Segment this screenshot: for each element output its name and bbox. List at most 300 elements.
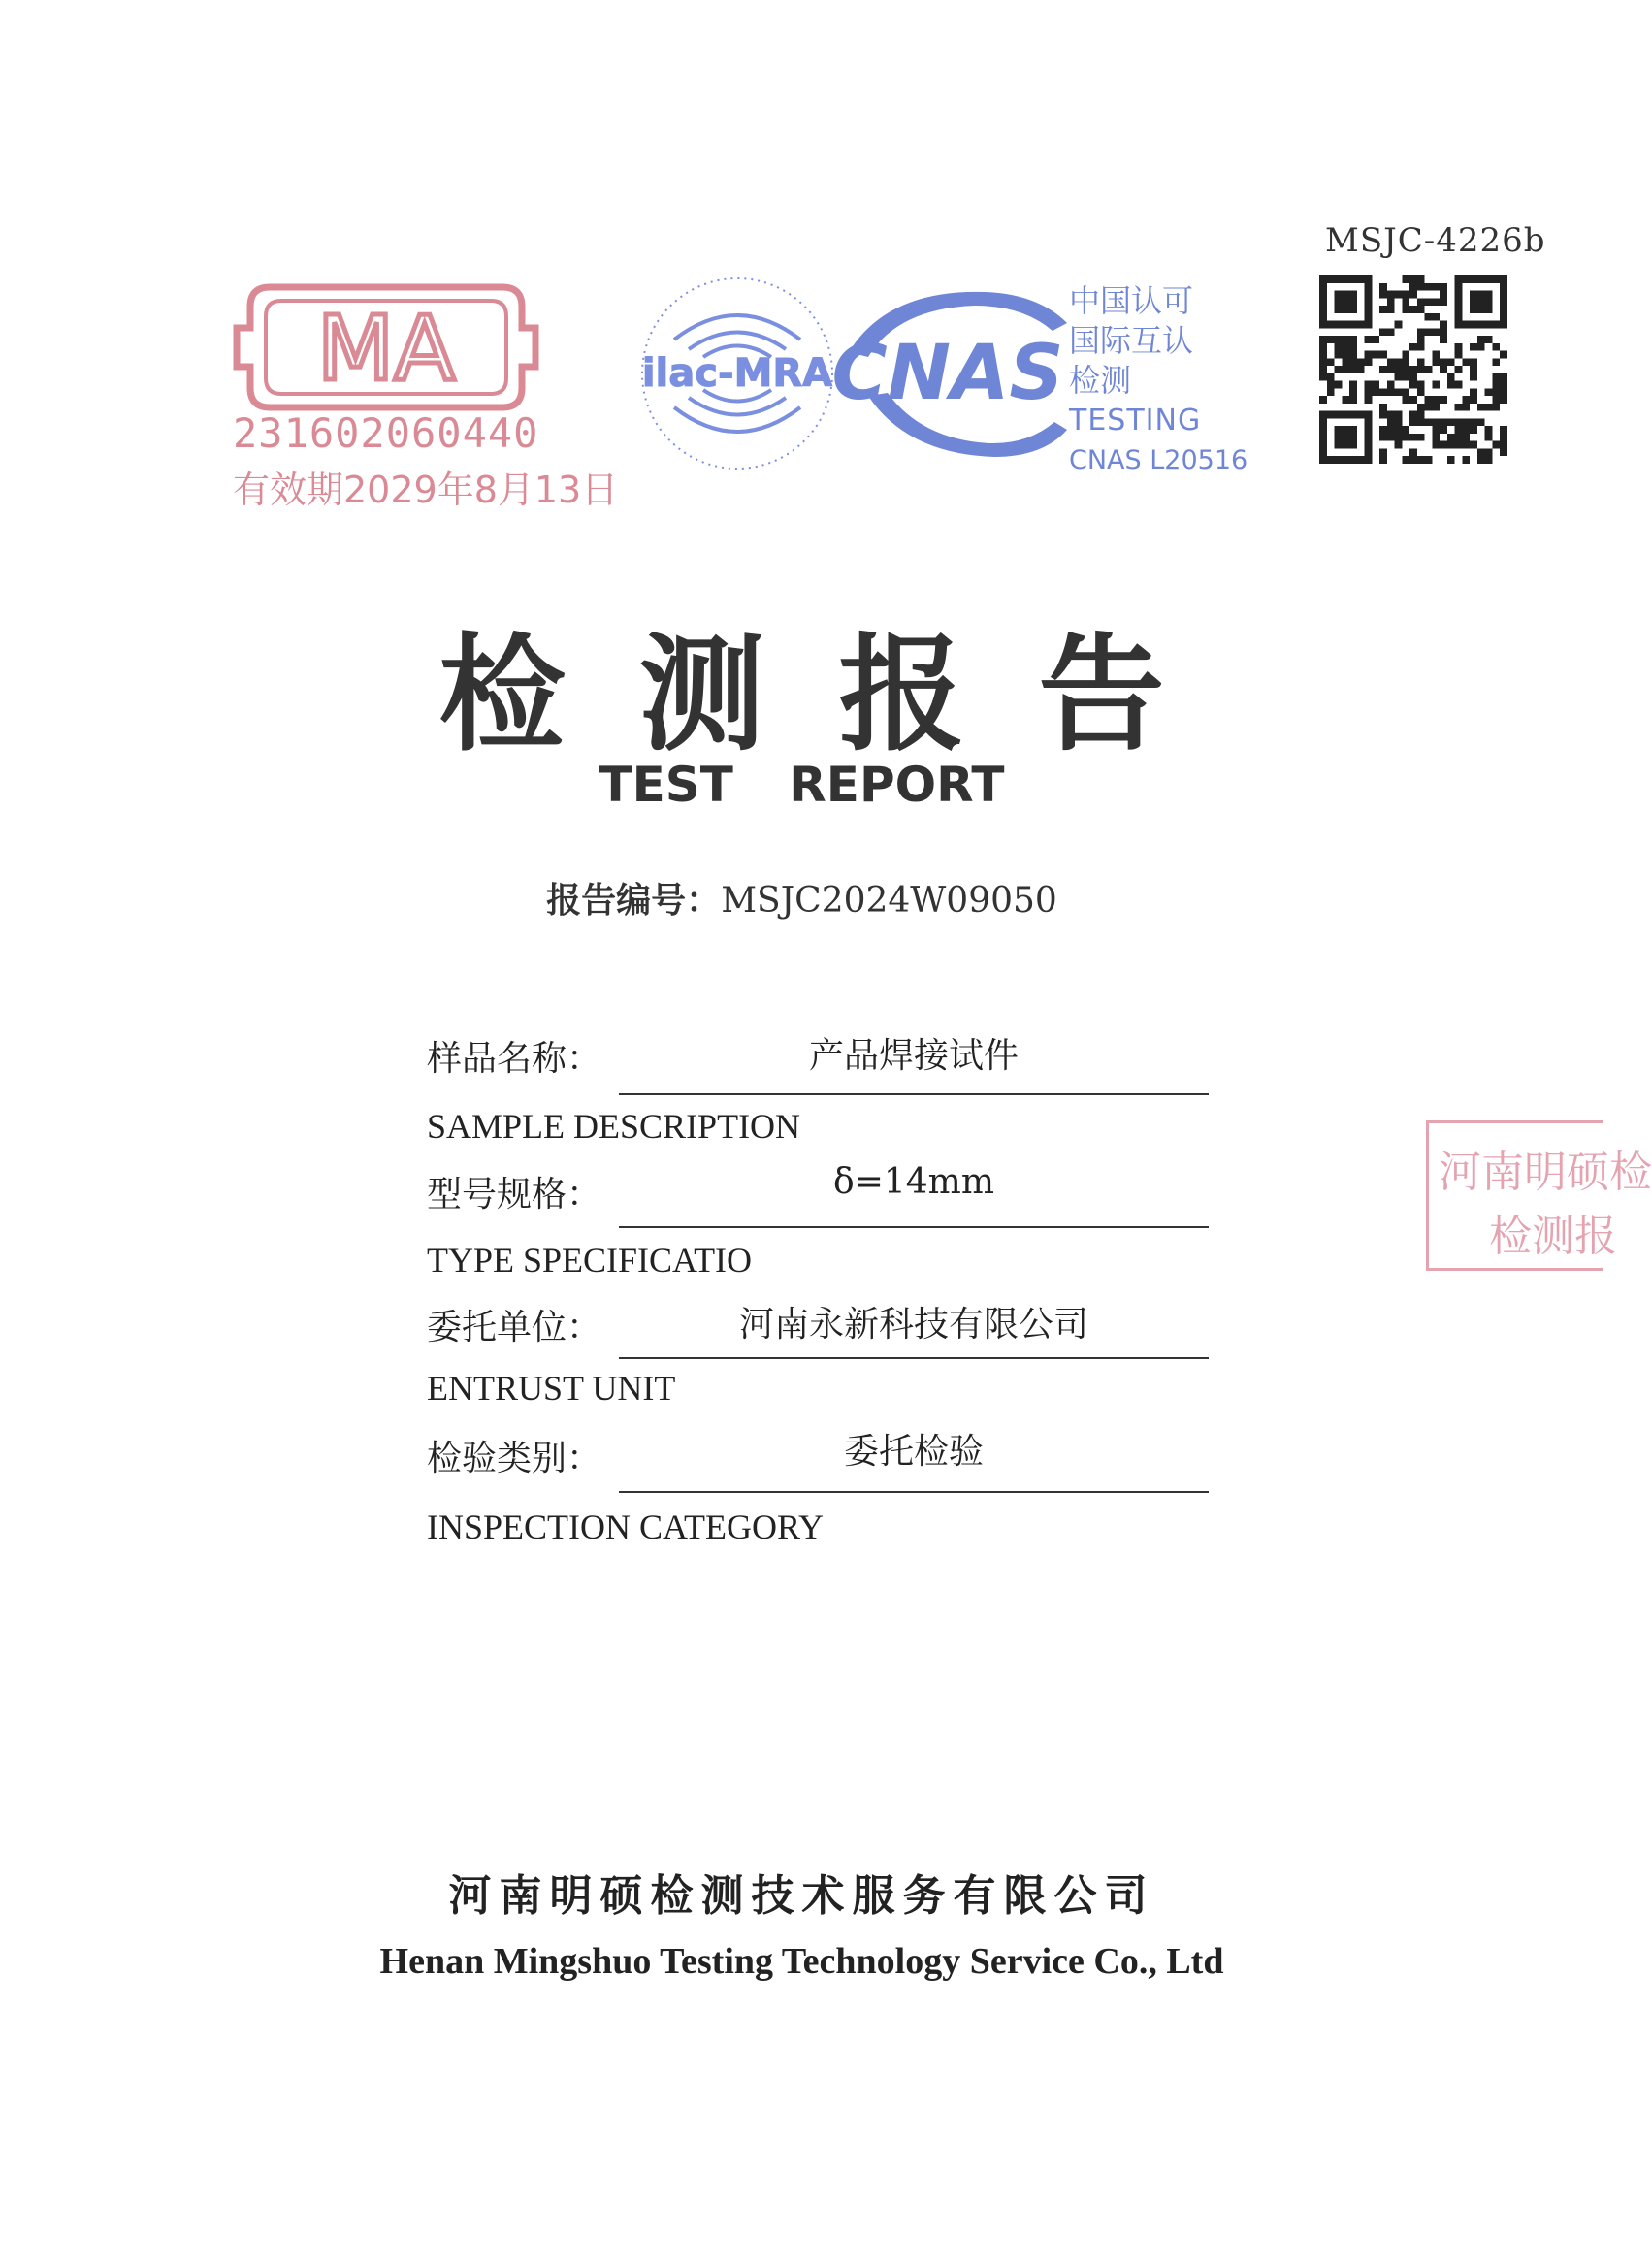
qr-module <box>1409 434 1417 441</box>
qr-module <box>1417 358 1425 366</box>
qr-module <box>1417 411 1425 419</box>
qr-module <box>1485 336 1493 343</box>
field-label-cn: 型号规格： <box>427 1175 602 1215</box>
qr-module <box>1372 381 1379 389</box>
qr-module <box>1440 441 1447 449</box>
qr-module <box>1432 418 1440 426</box>
qr-module <box>1432 434 1440 441</box>
qr-module <box>1470 373 1477 381</box>
qr-module <box>1365 358 1373 366</box>
qr-module <box>1342 343 1349 351</box>
report-number-value: MSJC2024W09050 <box>721 881 1057 921</box>
qr-module <box>1492 388 1500 396</box>
qr-module <box>1425 396 1433 404</box>
cma-valid-until: 有效期2029年8月13日 <box>233 469 619 511</box>
qr-module <box>1349 336 1357 343</box>
qr-module <box>1417 404 1425 411</box>
cma-number: 231602060440 <box>233 409 539 457</box>
qr-module <box>1379 434 1387 441</box>
qr-module <box>1402 291 1409 299</box>
qr-module <box>1327 336 1335 343</box>
qr-module <box>1365 418 1373 426</box>
company-name-cn: 河南明硕检测技术服务有限公司 <box>448 1871 1155 1921</box>
qr-module <box>1425 366 1433 373</box>
qr-module <box>1379 411 1387 419</box>
qr-module <box>1319 418 1327 426</box>
qr-module <box>1365 351 1373 359</box>
qr-module <box>1319 448 1327 456</box>
qr-module <box>1357 366 1365 373</box>
qr-module <box>1470 388 1477 396</box>
qr-module <box>1387 434 1395 441</box>
qr-module <box>1500 426 1507 434</box>
qr-module <box>1395 321 1403 329</box>
qr-module <box>1342 351 1349 359</box>
qr-module <box>1365 388 1373 396</box>
qr-module <box>1387 328 1395 336</box>
qr-module <box>1379 283 1387 291</box>
qr-module <box>1335 426 1343 434</box>
qr-module <box>1492 396 1500 404</box>
qr-module <box>1485 275 1493 283</box>
qr-module <box>1455 291 1463 299</box>
qr-module <box>1417 388 1425 396</box>
qr-module <box>1365 434 1373 441</box>
qr-module <box>1417 275 1425 283</box>
cnas-line-5: CNAS L20516 <box>1069 445 1248 475</box>
qr-module <box>1500 434 1507 441</box>
qr-module <box>1387 426 1395 434</box>
qr-module <box>1432 396 1440 404</box>
qr-module <box>1455 298 1463 306</box>
qr-module <box>1365 306 1373 313</box>
qr-module <box>1342 358 1349 366</box>
svg-text:ilac-MRA: ilac-MRA <box>641 351 833 396</box>
qr-module <box>1387 358 1395 366</box>
qr-module <box>1440 358 1447 366</box>
qr-module <box>1432 404 1440 411</box>
qr-module <box>1387 366 1395 373</box>
field-label-en: TYPE SPECIFICATIO <box>427 1241 753 1280</box>
qr-module <box>1447 456 1455 464</box>
qr-module <box>1335 275 1343 283</box>
qr-module <box>1342 291 1349 299</box>
qr-module <box>1365 426 1373 434</box>
qr-module <box>1319 456 1327 464</box>
qr-module <box>1395 373 1403 381</box>
qr-module <box>1500 313 1507 321</box>
qr-module <box>1432 298 1440 306</box>
cnas-line-4: TESTING <box>1069 404 1202 437</box>
qr-module <box>1387 381 1395 389</box>
qr-module <box>1485 448 1493 456</box>
qr-module <box>1500 298 1507 306</box>
svg-text:CNAS: CNAS <box>831 330 1064 417</box>
qr-module <box>1379 426 1387 434</box>
qr-module <box>1477 306 1485 313</box>
qr-module <box>1455 426 1463 434</box>
qr-module <box>1485 456 1493 464</box>
qr-module <box>1327 275 1335 283</box>
qr-module <box>1409 306 1417 313</box>
qr-module <box>1485 388 1493 396</box>
qr-module <box>1319 351 1327 359</box>
qr-module <box>1342 434 1349 441</box>
qr-module <box>1349 441 1357 449</box>
qr-module <box>1485 434 1493 441</box>
qr-module <box>1335 298 1343 306</box>
cnas-side-text <box>1069 281 1247 480</box>
qr-module <box>1500 448 1507 456</box>
qr-module <box>1335 434 1343 441</box>
qr-module <box>1417 336 1425 343</box>
qr-module <box>1500 283 1507 291</box>
qr-module <box>1425 328 1433 336</box>
qr-module <box>1417 366 1425 373</box>
qr-module <box>1417 456 1425 464</box>
qr-module <box>1379 328 1387 336</box>
qr-module <box>1395 441 1403 449</box>
qr-module <box>1470 291 1477 299</box>
qr-module <box>1462 321 1470 329</box>
qr-module <box>1342 306 1349 313</box>
field-value: 产品焊接试件 <box>808 1036 1019 1076</box>
qr-module <box>1319 306 1327 313</box>
qr-module <box>1470 426 1477 434</box>
cnas-line-3: 检测 <box>1069 362 1132 399</box>
qr-module <box>1379 306 1387 313</box>
qr-module <box>1417 283 1425 291</box>
qr-module <box>1349 343 1357 351</box>
qr-module <box>1462 434 1470 441</box>
qr-module <box>1492 321 1500 329</box>
qr-module <box>1357 321 1365 329</box>
qr-module <box>1402 373 1409 381</box>
company-name-en: Henan Mingshuo Testing Technology Service Co., Ltd <box>379 1941 1224 1982</box>
edge-stamp-line-2: 检测报 <box>1489 1212 1617 1261</box>
qr-module <box>1379 366 1387 373</box>
qr-module <box>1440 426 1447 434</box>
qr-module <box>1477 275 1485 283</box>
qr-module <box>1402 298 1409 306</box>
qr-module <box>1357 275 1365 283</box>
qr-module <box>1342 321 1349 329</box>
qr-module <box>1462 404 1470 411</box>
qr-module <box>1387 291 1395 299</box>
qr-module <box>1349 366 1357 373</box>
qr-module <box>1342 275 1349 283</box>
field-underline <box>619 1093 1209 1095</box>
qr-module <box>1455 434 1463 441</box>
qr-module <box>1470 298 1477 306</box>
qr-module <box>1319 283 1327 291</box>
qr-module <box>1327 381 1335 389</box>
qr-module <box>1500 381 1507 389</box>
qr-module <box>1425 456 1433 464</box>
qr-module <box>1379 404 1387 411</box>
qr-module <box>1402 434 1409 441</box>
qr-module <box>1462 418 1470 426</box>
qr-module <box>1462 275 1470 283</box>
qr-module <box>1409 396 1417 404</box>
qr-module <box>1440 328 1447 336</box>
field-value: δ=14mm <box>833 1162 994 1202</box>
qr-module <box>1365 441 1373 449</box>
qr-module <box>1319 313 1327 321</box>
qr-module <box>1447 441 1455 449</box>
qr-module <box>1470 441 1477 449</box>
qr-module <box>1432 328 1440 336</box>
qr-module <box>1365 396 1373 404</box>
qr-module <box>1349 388 1357 396</box>
qr-module <box>1327 388 1335 396</box>
qr-module <box>1417 298 1425 306</box>
cnas-mark-icon <box>829 284 1072 464</box>
qr-module <box>1455 313 1463 321</box>
report-number <box>0 873 1603 923</box>
qr-module <box>1477 418 1485 426</box>
qr-module <box>1349 306 1357 313</box>
qr-module <box>1335 381 1343 389</box>
qr-module <box>1349 426 1357 434</box>
qr-module <box>1342 426 1349 434</box>
qr-module <box>1500 321 1507 329</box>
qr-module <box>1395 411 1403 419</box>
qr-module <box>1395 418 1403 426</box>
qr-module <box>1432 358 1440 366</box>
qr-module <box>1462 396 1470 404</box>
qr-module <box>1500 441 1507 449</box>
qr-module <box>1402 426 1409 434</box>
field-underline <box>619 1357 1209 1359</box>
qr-module <box>1319 291 1327 299</box>
qr-module <box>1455 275 1463 283</box>
qr-module <box>1342 456 1349 464</box>
qr-module <box>1379 351 1387 359</box>
report-number-label: 报告编号： <box>546 881 722 921</box>
qr-module <box>1365 411 1373 419</box>
qr-module <box>1440 321 1447 329</box>
qr-module <box>1425 298 1433 306</box>
qr-module <box>1440 418 1447 426</box>
qr-module <box>1447 434 1455 441</box>
qr-module <box>1349 321 1357 329</box>
cma-mark-icon <box>231 279 541 415</box>
qr-module <box>1365 283 1373 291</box>
qr-module <box>1485 404 1493 411</box>
qr-module <box>1319 441 1327 449</box>
qr-code-icon <box>1319 275 1507 464</box>
qr-module <box>1365 336 1373 343</box>
qr-module <box>1342 411 1349 419</box>
qr-module <box>1342 298 1349 306</box>
qr-module <box>1365 298 1373 306</box>
qr-module <box>1319 411 1327 419</box>
qr-module <box>1409 456 1417 464</box>
qr-module <box>1319 358 1327 366</box>
qr-module <box>1319 434 1327 441</box>
qr-module <box>1417 328 1425 336</box>
qr-module <box>1335 306 1343 313</box>
qr-module <box>1425 313 1433 321</box>
qr-module <box>1492 343 1500 351</box>
qr-module <box>1470 366 1477 373</box>
edge-stamp-line-1: 河南明硕检 <box>1439 1148 1652 1197</box>
qr-module <box>1432 313 1440 321</box>
qr-module <box>1492 441 1500 449</box>
qr-module <box>1500 373 1507 381</box>
qr-module <box>1395 358 1403 366</box>
qr-module <box>1387 388 1395 396</box>
qr-module <box>1395 366 1403 373</box>
qr-module <box>1402 275 1409 283</box>
qr-module <box>1477 448 1485 456</box>
qr-module <box>1387 306 1395 313</box>
field-label-en: ENTRUST UNIT <box>427 1369 676 1408</box>
qr-module <box>1417 306 1425 313</box>
qr-module <box>1409 343 1417 351</box>
qr-module <box>1455 366 1463 373</box>
qr-module <box>1335 336 1343 343</box>
qr-module <box>1417 434 1425 441</box>
qr-module <box>1402 456 1409 464</box>
qr-module <box>1432 426 1440 434</box>
qr-module <box>1349 381 1357 389</box>
qr-module <box>1455 343 1463 351</box>
qr-module <box>1349 275 1357 283</box>
report-title-cn: 检测报告 <box>438 620 1239 768</box>
qr-module <box>1432 351 1440 359</box>
qr-module <box>1440 298 1447 306</box>
qr-module <box>1477 298 1485 306</box>
field-label-en: SAMPLE DESCRIPTION <box>427 1107 801 1146</box>
qr-module <box>1455 404 1463 411</box>
qr-module <box>1447 418 1455 426</box>
qr-module <box>1409 275 1417 283</box>
qr-module <box>1477 291 1485 299</box>
qr-module <box>1349 291 1357 299</box>
qr-module <box>1387 411 1395 419</box>
qr-module <box>1455 306 1463 313</box>
qr-module <box>1327 373 1335 381</box>
qr-module <box>1357 456 1365 464</box>
qr-module <box>1470 275 1477 283</box>
qr-module <box>1402 366 1409 373</box>
qr-module <box>1485 306 1493 313</box>
qr-module <box>1432 441 1440 449</box>
qr-module <box>1432 381 1440 389</box>
qr-module <box>1477 321 1485 329</box>
qr-module <box>1349 456 1357 464</box>
qr-module <box>1319 275 1327 283</box>
qr-module <box>1365 456 1373 464</box>
ilac-mra-logo <box>635 272 839 479</box>
qr-module <box>1335 351 1343 359</box>
qr-module <box>1349 411 1357 419</box>
qr-module <box>1470 306 1477 313</box>
qr-module <box>1319 366 1327 373</box>
qr-module <box>1477 404 1485 411</box>
qr-module <box>1470 418 1477 426</box>
qr-module <box>1357 358 1365 366</box>
qr-module <box>1470 321 1477 329</box>
field-label-cn: 委托单位： <box>427 1308 602 1347</box>
qr-module <box>1349 358 1357 366</box>
qr-module <box>1335 343 1343 351</box>
qr-module <box>1409 366 1417 373</box>
qr-module <box>1402 396 1409 404</box>
qr-module <box>1395 426 1403 434</box>
qr-module <box>1402 306 1409 313</box>
qr-module <box>1455 351 1463 359</box>
qr-module <box>1409 381 1417 389</box>
qr-module <box>1379 388 1387 396</box>
qr-module <box>1485 426 1493 434</box>
qr-module <box>1417 343 1425 351</box>
qr-module <box>1395 291 1403 299</box>
qr-module <box>1447 373 1455 381</box>
qr-module <box>1319 373 1327 381</box>
form-code: MSJC-4226b <box>1325 221 1546 260</box>
qr-module <box>1432 283 1440 291</box>
qr-module <box>1335 411 1343 419</box>
qr-module <box>1349 298 1357 306</box>
qr-module <box>1492 275 1500 283</box>
field-label-en: INSPECTION CATEGORY <box>427 1507 825 1546</box>
qr-module <box>1500 306 1507 313</box>
qr-module <box>1470 343 1477 351</box>
cnas-logo <box>829 284 1072 468</box>
qr-module <box>1387 418 1395 426</box>
qr-module <box>1349 396 1357 404</box>
qr-module <box>1342 396 1349 404</box>
qr-module <box>1462 441 1470 449</box>
qr-module <box>1500 275 1507 283</box>
qr-module <box>1485 298 1493 306</box>
qr-module <box>1342 441 1349 449</box>
cnas-line-2: 国际互认 <box>1069 322 1194 359</box>
qr-module <box>1319 343 1327 351</box>
field-label-cn: 样品名称： <box>427 1039 602 1079</box>
qr-module <box>1417 418 1425 426</box>
report-title-en: TEST REPORT <box>599 757 1005 813</box>
qr-module <box>1365 275 1373 283</box>
qr-module <box>1455 283 1463 291</box>
qr-module <box>1349 434 1357 441</box>
qr-module <box>1440 291 1447 299</box>
qr-module <box>1477 456 1485 464</box>
qr-module <box>1455 321 1463 329</box>
qr-module <box>1357 411 1365 419</box>
qr-module <box>1492 373 1500 381</box>
qr-module <box>1500 396 1507 404</box>
qr-module <box>1372 336 1379 343</box>
qr-module <box>1342 366 1349 373</box>
qr-module <box>1492 381 1500 389</box>
qr-module <box>1409 283 1417 291</box>
qr-module <box>1447 381 1455 389</box>
qr-module <box>1492 404 1500 411</box>
qr-module <box>1319 321 1327 329</box>
qr-module <box>1492 358 1500 366</box>
qr-module <box>1409 373 1417 381</box>
qr-module <box>1409 291 1417 299</box>
qr-module <box>1342 336 1349 343</box>
qr-module <box>1470 358 1477 366</box>
qr-module <box>1365 448 1373 456</box>
svg-text:MA: MA <box>316 297 456 401</box>
qr-module <box>1440 366 1447 373</box>
